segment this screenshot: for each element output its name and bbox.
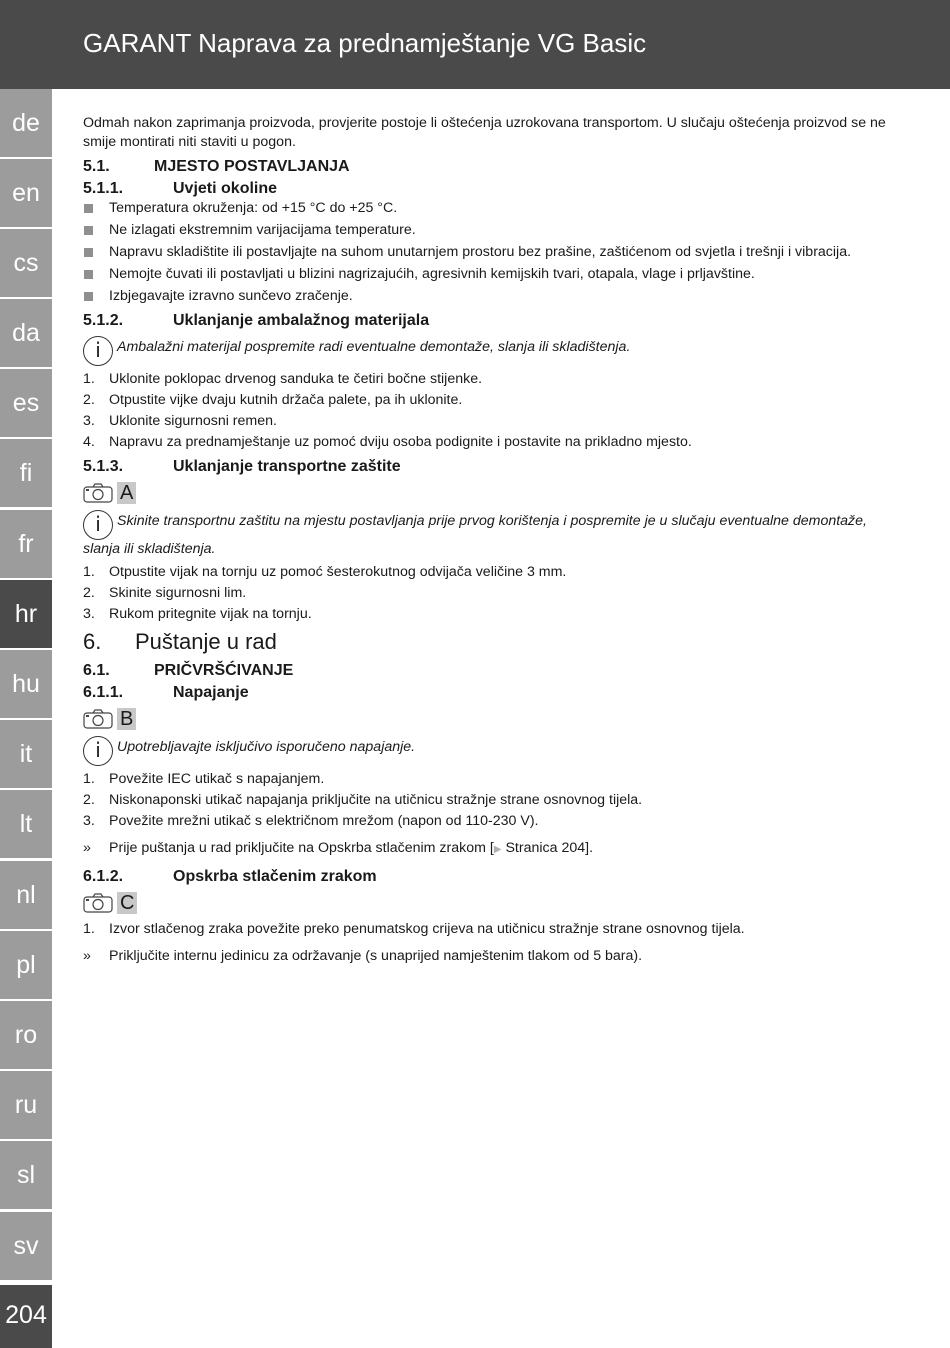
section-title: Napajanje [173, 684, 249, 701]
section-number: 5.1.2. [83, 312, 124, 329]
info-icon: i [83, 510, 113, 540]
lang-tab-es[interactable]: es [0, 369, 52, 437]
section-title: Uklanjanje ambalažnog materijala [173, 312, 430, 329]
lang-tab-lt[interactable]: lt [0, 790, 52, 858]
bullet-square-icon [84, 226, 93, 235]
list-item: Temperatura okruženja: od +15 °C do +25 °C. [83, 199, 898, 218]
list-item: 2. Otpustite vijke dvaju kutnih držača palete, pa ih uklonite. [83, 392, 463, 408]
section-heading-6-1-1 [83, 683, 898, 702]
list-item: 1. Uklonite poklopac drvenog sanduka te četiri bočne stijenke. [83, 371, 483, 387]
chapter-number: 6. [83, 629, 102, 654]
steps-list [83, 370, 898, 452]
list-item: 1. Izvor stlačenog zraka povežite preko penumatskog crijeva na utičnicu stražnje strane osnovnog tijela. [83, 921, 745, 937]
section-number: 6.1.1. [83, 684, 124, 701]
lang-tab-cs[interactable]: cs [0, 229, 52, 297]
figure-reference-b [83, 708, 898, 730]
bullet-square-icon [84, 270, 93, 279]
steps-list [83, 920, 898, 939]
lang-tab-sv[interactable]: sv [0, 1212, 52, 1280]
section-number: 6.1. [83, 662, 110, 679]
info-icon: i [83, 736, 113, 766]
section-title: MJESTO POSTAVLJANJA [154, 158, 350, 175]
section-number: 6.1.2. [83, 868, 124, 885]
list-item: Napravu skladištite ili postavljajte na suhom unutarnjem prostoru bez prašine, zaštićenom od svjetla i trešnji i vibracija. [83, 243, 898, 262]
result-symbol: » [83, 840, 91, 856]
figure-reference-c [83, 892, 898, 914]
steps-list [83, 563, 898, 624]
result-symbol: » [83, 948, 91, 964]
chapter-title: Puštanje u rad [135, 629, 277, 654]
section-title: Uklanjanje transportne zaštite [173, 458, 401, 475]
section-title: Opskrba stlačenim zrakom [173, 868, 377, 885]
section-number: 5.1. [83, 158, 110, 175]
camera-icon [83, 483, 113, 503]
bullet-square-icon [84, 248, 93, 257]
lang-tab-sl[interactable]: sl [0, 1141, 52, 1209]
page-link[interactable]: Stranica 204 [505, 840, 586, 856]
section-title: Uvjeti okoline [173, 180, 278, 197]
steps-list [83, 770, 898, 831]
environment-list [83, 199, 898, 306]
lang-tab-ru[interactable]: ru [0, 1071, 52, 1139]
figure-letter: C [117, 892, 137, 914]
list-item: 3. Povežite mrežni utikač s električnom mrežom (napon od 110-230 V). [83, 813, 539, 829]
list-item: 4. Napravu za prednamještanje uz pomoć dviju osoba podignite i postavite na prikladno mjesto. [83, 434, 692, 450]
lang-tab-en[interactable]: en [0, 159, 52, 227]
main-content [83, 114, 898, 966]
list-item: Nemojte čuvati ili postavljati u blizini nagrizajućih, agresivnih kemijskih tvari, otapala, vlage i prljavštine. [83, 265, 898, 284]
section-heading-5-1-2 [83, 311, 898, 330]
list-item: Ne izlagati ekstremnim varijacijama temperature. [83, 221, 898, 240]
figure-reference-a [83, 482, 898, 504]
section-title: PRIČVRŠĆIVANJE [154, 662, 294, 679]
info-note: i Ambalažni materijal pospremite radi eventualne demontaže, slanja ili skladištenja. [83, 336, 898, 366]
section-heading-5-1-1 [83, 179, 898, 198]
page-header [0, 0, 950, 89]
info-note: i Skinite transportnu zaštitu na mjestu postavljanja prije prvog korištenja i pospremite je u slučaju eventualne demontaže, slanja ili skladištenja. [83, 512, 867, 557]
section-number: 5.1.1. [83, 180, 124, 197]
camera-icon [83, 893, 113, 913]
list-item: 1. Povežite IEC utikač s napajanjem. [83, 771, 325, 787]
lang-tab-de[interactable]: de [0, 89, 52, 157]
camera-icon [83, 709, 113, 729]
bullet-square-icon [84, 292, 93, 301]
result-line: » Priključite internu jedinicu za održavanje (s unaprijed namještenim tlakom od 5 bara). [83, 948, 643, 964]
lang-tab-fr[interactable]: fr [0, 510, 52, 578]
lang-tab-hr[interactable]: hr [0, 580, 52, 648]
section-number: 5.1.3. [83, 458, 124, 475]
list-item: 2. Skinite sigurnosni lim. [83, 585, 247, 601]
lang-tab-ro[interactable]: ro [0, 1001, 52, 1069]
page-number: 204 [0, 1285, 52, 1348]
list-item: 2. Niskonaponski utikač napajanja priključite na utičnicu stražnje strane osnovnog tijela. [83, 792, 643, 808]
lang-tab-hu[interactable]: hu [0, 650, 52, 718]
chapter-heading-6 [83, 629, 898, 655]
lang-tab-nl[interactable]: nl [0, 861, 52, 929]
language-sidebar [0, 89, 52, 1348]
intro-paragraph: Odmah nakon zaprimanja proizvoda, provjerite postoje li oštećenja uzrokovana transportom. U slučaju oštećenja proizvod se ne smije montirati niti staviti u pogon. [83, 115, 886, 150]
info-note: i Upotrebljavajte isključivo isporučeno napajanje. [83, 736, 898, 766]
list-item: 1. Otpustite vijak na tornju uz pomoć šesterokutnog odvijača veličine 3 mm. [83, 564, 567, 580]
list-item: 3. Uklonite sigurnosni remen. [83, 413, 277, 429]
section-heading-6-1-2 [83, 867, 898, 886]
lang-tab-fi[interactable]: fi [0, 439, 52, 507]
section-heading-5-1-3 [83, 457, 898, 476]
figure-letter: B [117, 708, 136, 730]
document-title: GARANT Naprava za prednamještanje VG Basic [83, 28, 647, 58]
lang-tab-it[interactable]: it [0, 720, 52, 788]
section-heading-5-1 [83, 157, 898, 176]
bullet-square-icon [84, 204, 93, 213]
result-line: » Prije puštanja u rad priključite na Opskrba stlačenim zrakom [▶ Stranica 204]. [83, 839, 898, 859]
lang-tab-da[interactable]: da [0, 299, 52, 367]
link-arrow-icon: ▶ [493, 844, 502, 855]
info-icon: i [83, 336, 113, 366]
section-heading-6-1 [83, 661, 898, 680]
list-item: 3. Rukom pritegnite vijak na tornju. [83, 606, 312, 622]
list-item: Izbjegavajte izravno sunčevo zračenje. [83, 287, 898, 306]
lang-tab-pl[interactable]: pl [0, 931, 52, 999]
figure-letter: A [117, 482, 136, 504]
